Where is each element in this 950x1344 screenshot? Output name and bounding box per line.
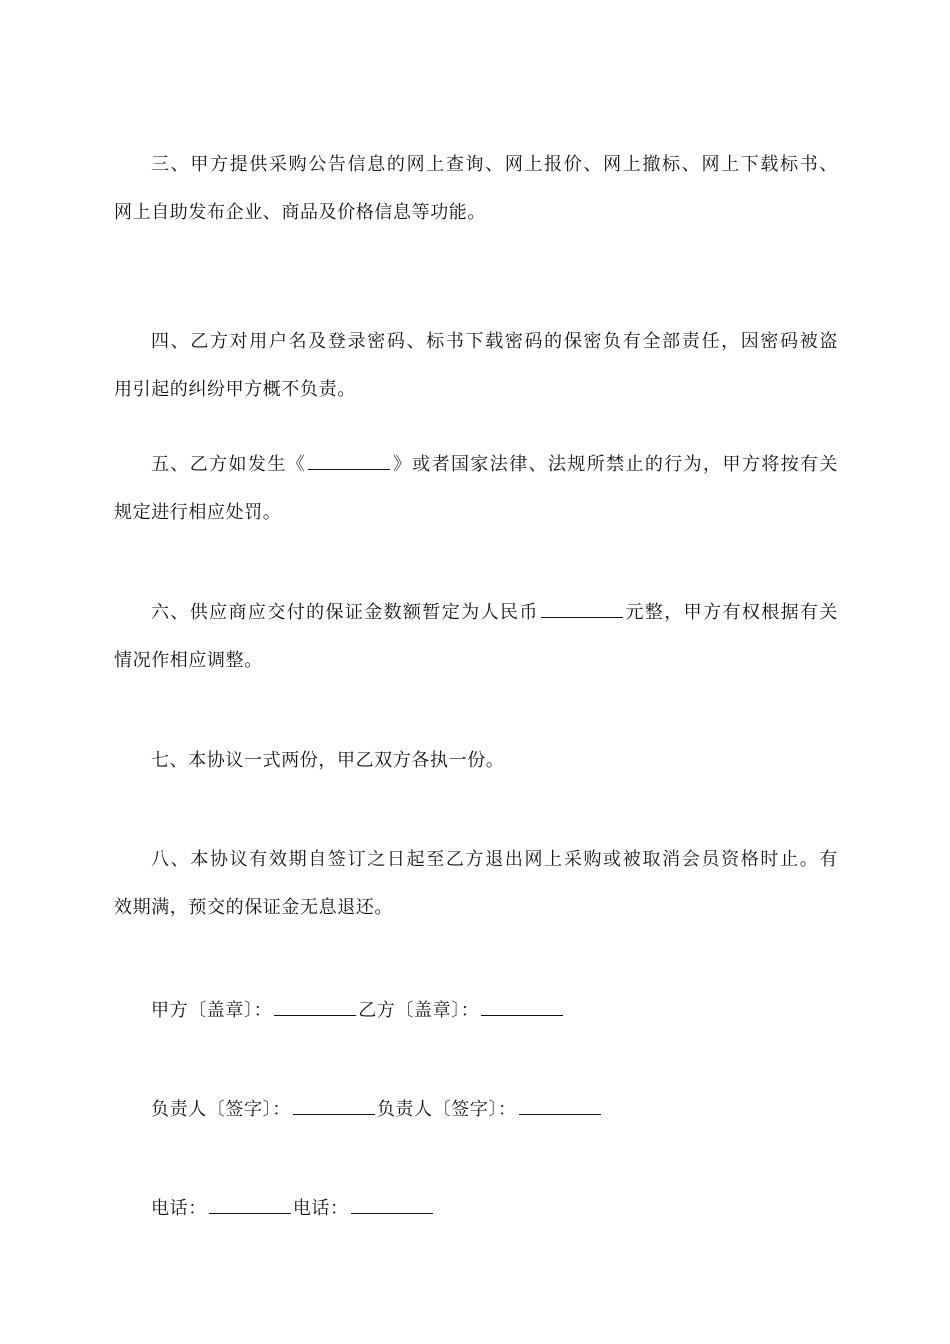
clause-3-line-1: 三、甲方提供采购公告信息的网上查询、网上报价、网上撤标、网上下载标书、 — [151, 154, 838, 175]
party-b-seal-blank — [481, 1001, 563, 1016]
phone-b-label: 电话： — [292, 1198, 349, 1219]
phone-line — [151, 1197, 435, 1221]
clause-5-line-2: 规定进行相应处罚。 — [114, 502, 282, 523]
clause-8 — [114, 836, 838, 932]
clause-5-line-1-pre: 五、乙方如发生《 — [151, 454, 307, 475]
clause-8-line-2: 效期满，预交的保证金无息退还。 — [114, 897, 393, 918]
clause-8-line-1: 八、本协议有效期自签订之日起至乙方退出网上采购或被取消会员资格时止。有 — [151, 849, 838, 870]
clause-6-line-1-pre: 六、供应商应交付的保证金数额暂定为人民币 — [151, 602, 539, 623]
clause-7 — [114, 737, 838, 785]
seal-line — [151, 999, 565, 1023]
party-a-seal-label: 甲方〔盖章〕： — [151, 1000, 273, 1021]
clause-7-line-1: 七、本协议一式两份，甲乙双方各执一份。 — [151, 750, 505, 771]
clause-5-line-1-post: 》或者国家法律、法规所禁止的行为，甲方将按有关 — [392, 454, 838, 475]
clause-6-line-1-post: 元整，甲方有权根据有关 — [624, 602, 838, 623]
clause-4 — [114, 318, 838, 414]
phone-a-blank — [209, 1199, 291, 1214]
signature-line — [151, 1098, 603, 1122]
phone-b-blank — [351, 1199, 433, 1214]
phone-a-label: 电话： — [151, 1198, 207, 1219]
party-b-seal-label: 乙方〔盖章〕： — [358, 1000, 480, 1021]
clause-4-line-1: 四、乙方对用户名及登录密码、标书下载密码的保密负有全部责任，因密码被盗 — [151, 331, 838, 352]
responsible-b-blank — [519, 1100, 601, 1115]
clause-6-line-2: 情况作相应调整。 — [114, 650, 263, 671]
responsible-a-blank — [293, 1100, 375, 1115]
party-a-seal-blank — [274, 1001, 356, 1016]
responsible-b-label: 负责人〔签字〕： — [376, 1099, 517, 1120]
law-name-blank — [308, 455, 390, 470]
clause-3 — [114, 141, 838, 237]
clause-4-line-2: 用引起的纠纷甲方概不负责。 — [114, 379, 356, 400]
clause-6 — [114, 589, 838, 685]
deposit-amount-blank — [541, 603, 623, 618]
clause-5-line-1 — [114, 441, 838, 489]
clause-6-line-1 — [114, 589, 838, 637]
clause-3-line-2: 网上自助发布企业、商品及价格信息等功能。 — [114, 202, 486, 223]
responsible-a-label: 负责人〔签字〕： — [151, 1099, 291, 1120]
clause-5 — [114, 441, 838, 537]
